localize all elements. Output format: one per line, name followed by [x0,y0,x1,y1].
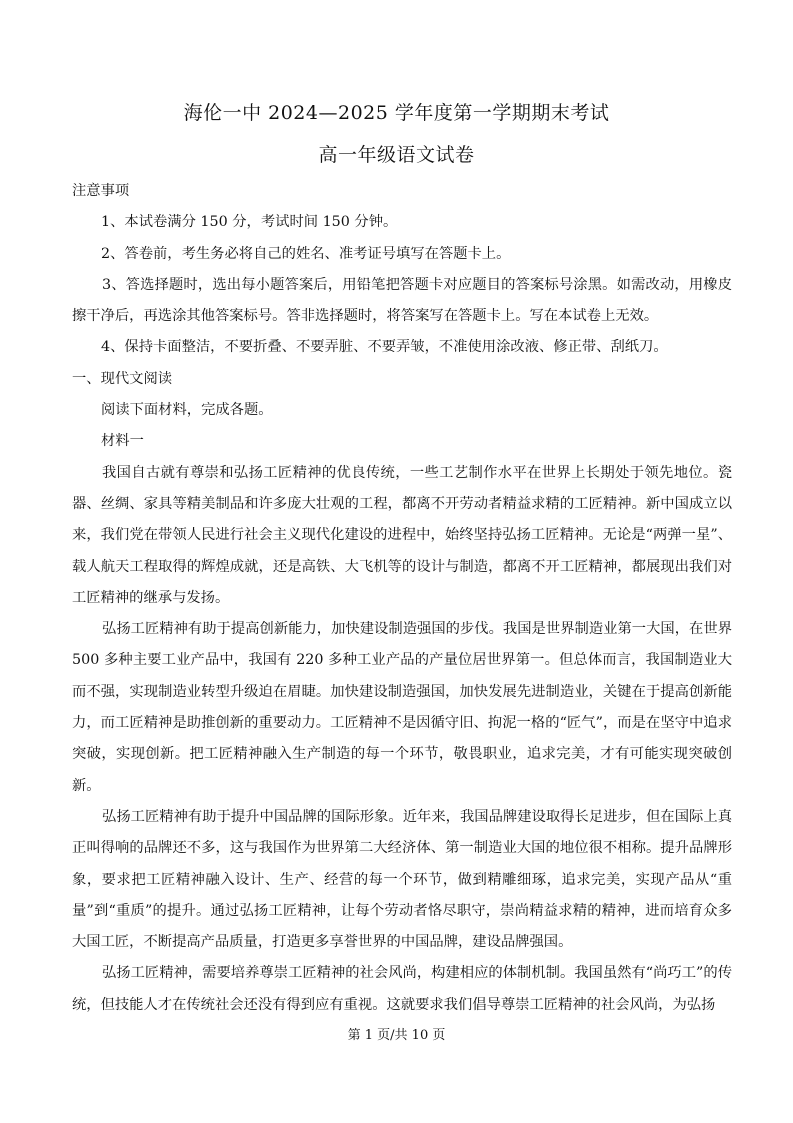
material-paragraph: 弘扬工匠精神有助于提升中国品牌的国际形象。近年来，我国品牌建设取得长足进步，但在国际上真正叫得响的品牌还不多，这与我国作为世界第二大经济体、第一制造业大国的地位很不相称。提升品牌形象，要求把工匠精神融入设计、生产、经营的每一个环节，做到精雕细琢，追求完美，实现产品从“重量”到“重质”的提升。通过弘扬工匠精神，让每个劳动者恪尽职守，崇尚精益求精的精神，进而培育众多大国工匠，不断提高产品质量，打造更多享誉世界的中国品牌，建设品牌强国。 [72,808,732,951]
exam-title: 海伦一中 2024—2025 学年度第一学期期末考试 [183,102,610,124]
material-label: 材料一 [101,433,144,450]
notice-heading: 注意事项 [72,183,130,199]
page-footer: 第 1 页/共 10 页 [347,1028,446,1043]
section-heading: 一、现代文阅读 [72,370,173,387]
material-paragraph: 我国自古就有尊崇和弘扬工匠精神的优良传统，一些工艺制作水平在世界上长期处于领先地位。瓷器、丝绸、家具等精美制品和许多庞大壮观的工程，都离不开劳动者精益求精的工匠精神。新中国成立以来，我们党在带领人民进行社会主义现代化建设的进程中，始终坚持弘扬工匠精神。无论是“两弹一星”、载人航天工程取得的辉煌成就，还是高铁、大飞机等的设计与制造，都离不开工匠精神，都展现出我们对工匠精神的继承与发扬。 [72,464,732,606]
material-paragraph: 弘扬工匠精神，需要培养尊崇工匠精神的社会风尚，构建相应的体制机制。我国虽然有“尚巧工”的传统，但技能人才在传统社会还没有得到应有重视。这就要求我们倡导尊崇工匠精神的社会风尚，为弘扬 [72,965,732,1013]
notice-item: 4、保持卡面整洁，不要折叠、不要弄脏、不要弄皱，不准使用涂改液、修正带、刮纸刀。 [101,339,668,356]
exam-subtitle: 高一年级语文试卷 [318,144,475,166]
notice-item: 1、本试卷满分 150 分，考试时间 150 分钟。 [101,214,398,231]
notice-item: 3、答选择题时，选出每小题答案后，用铅笔把答题卡对应题目的答案标号涂黑。如需改动，用橡皮擦干净后，再选涂其他答案标号。答非选择题时，将答案写在答题卡上。写在本试卷上无效。 [72,276,732,325]
notice-item: 2、答卷前，考生务必将自己的姓名、准考证号填写在答题卡上。 [101,245,511,262]
material-paragraph: 弘扬工匠精神有助于提高创新能力，加快建设制造强国的步伐。我国是世界制造业第一大国，在世界 500 多种主要工业产品中，我国有 220 多种工业产品的产量位居世界第一。但总体而言，我国制造业大而不强，实现制造业转型升级迫在眉睫。加快建设制造强国，加快发展先进制造业，关键在于提高创新能力，而工匠精神是助推创新的重要动力。工匠精神不是因循守旧、拘泥一格的“匠气”，而是在坚守中追求突破，实现创新。把工匠精神融入生产制造的每一个环节，敬畏职业，追求完美，才有可能实现突破创新。 [72,621,732,794]
exam-content [72,176,732,1021]
section-instruction: 阅读下面材料，完成各题。 [101,402,273,419]
